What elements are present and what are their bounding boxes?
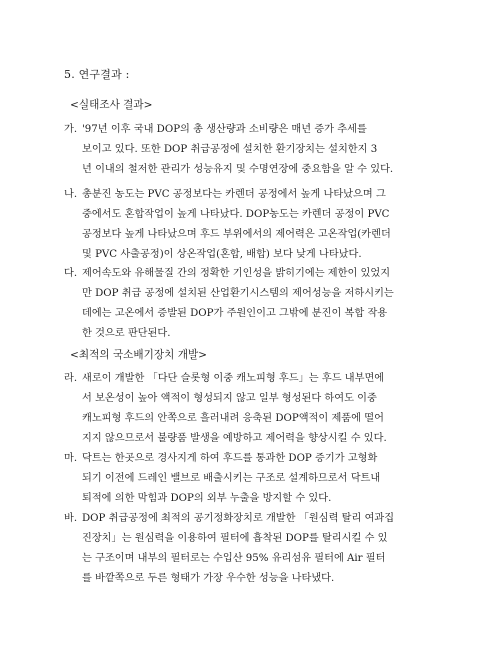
text-line: 되기 이전에 드레인 밸브로 배출시키는 구조로 설계하므로서 닥트내 — [82, 473, 381, 484]
text-line: 총분진 농도는 PVC 공정보다는 카렌더 공정에서 높게 나타났으며 그 — [82, 189, 386, 200]
text-line: DOP 취급공정에 최적의 공기정화장치로 개발한 「원심력 탈리 여과집 — [82, 513, 395, 524]
text-line: 및 PVC 사출공정)이 상온작업(혼합, 배합) 보다 낮게 나타났다. — [82, 249, 362, 260]
item-marker: 라. — [64, 373, 78, 384]
paragraph-ma — [64, 449, 424, 509]
text-line: 만 DOP 취급 공정에 설치된 산업환기시스템의 제어성능을 저하시키는 — [82, 288, 394, 299]
text-line: 서 보온성이 높아 액적이 형성되지 않고 일부 형성된다 하여도 이중 — [82, 393, 377, 404]
item-marker: 다. — [64, 268, 78, 279]
text-line: 공정보다 높게 나타났으며 후드 부위에서의 제어력은 고온작업(카렌더 — [82, 229, 391, 240]
text-line: 진장치」는 원심력을 이용하여 필터에 흡착된 DOP를 탈리시킬 수 있 — [82, 533, 388, 544]
text-line: 지지 않으므로서 불량품 발생을 예방하고 제어력을 향상시킬 수 있다. — [82, 433, 387, 444]
text-line: 퇴적에 의한 막힘과 DOP의 외부 누출을 방지할 수 있다. — [82, 493, 332, 504]
item-marker: 바. — [64, 513, 78, 524]
section-title-survey: <실태조사 결과> — [70, 99, 153, 111]
text-line: 캐노피형 후드의 안쪽으로 흘러내려 응축된 DOP액적이 제품에 떨어 — [82, 413, 384, 424]
text-line: 새로이 개발한 「다단 슬롯형 이중 캐노피형 후드」는 후드 내부면에 — [82, 373, 385, 384]
text-line: 닥트는 한곳으로 경사지게 하여 후드를 통과한 DOP 증기가 고형화 — [82, 453, 378, 464]
text-line: 한 것으로 판단된다. — [82, 328, 171, 339]
text-line: 데에는 고온에서 증발된 DOP가 주원인이고 그밖에 분진이 복합 작용 — [82, 308, 388, 319]
paragraph-ra — [64, 369, 424, 449]
text-line: '97년 이후 국내 DOP의 총 생산량과 소비량은 매년 증가 추세를 — [82, 124, 367, 135]
text-line: 를 바깥쪽으로 두른 형태가 가장 우수한 성능을 나타냈다. — [82, 573, 335, 584]
text-line: 년 이내의 철저한 관리가 성능유지 및 수명연장에 중요함을 알 수 있다. — [82, 164, 394, 175]
paragraph-ba — [64, 509, 424, 589]
text-line: 는 구조이며 내부의 필터로는 수입산 95% 유리섬유 필터에 Air 필터 — [82, 553, 386, 564]
item-marker: 마. — [64, 453, 78, 464]
item-marker: 나. — [64, 189, 78, 200]
section-title-exhaust-development: <최적의 국소배기장치 개발> — [70, 349, 208, 361]
paragraph-na — [64, 185, 424, 265]
results-heading: 5. 연구결과 : — [64, 68, 130, 81]
item-marker: 가. — [64, 124, 78, 135]
text-line: 중에서도 혼합작업이 높게 나타났다. DOP농도는 카렌더 공정이 PVC — [82, 209, 390, 220]
paragraph-ga — [64, 120, 424, 180]
text-line: 제어속도와 유해물질 간의 정확한 기인성을 밝히기에는 제한이 있었지 — [82, 268, 391, 279]
paragraph-da — [64, 264, 424, 344]
text-line: 보이고 있다. 또한 DOP 취급공정에 설치한 환기장치는 설치한지 3 — [82, 144, 378, 155]
